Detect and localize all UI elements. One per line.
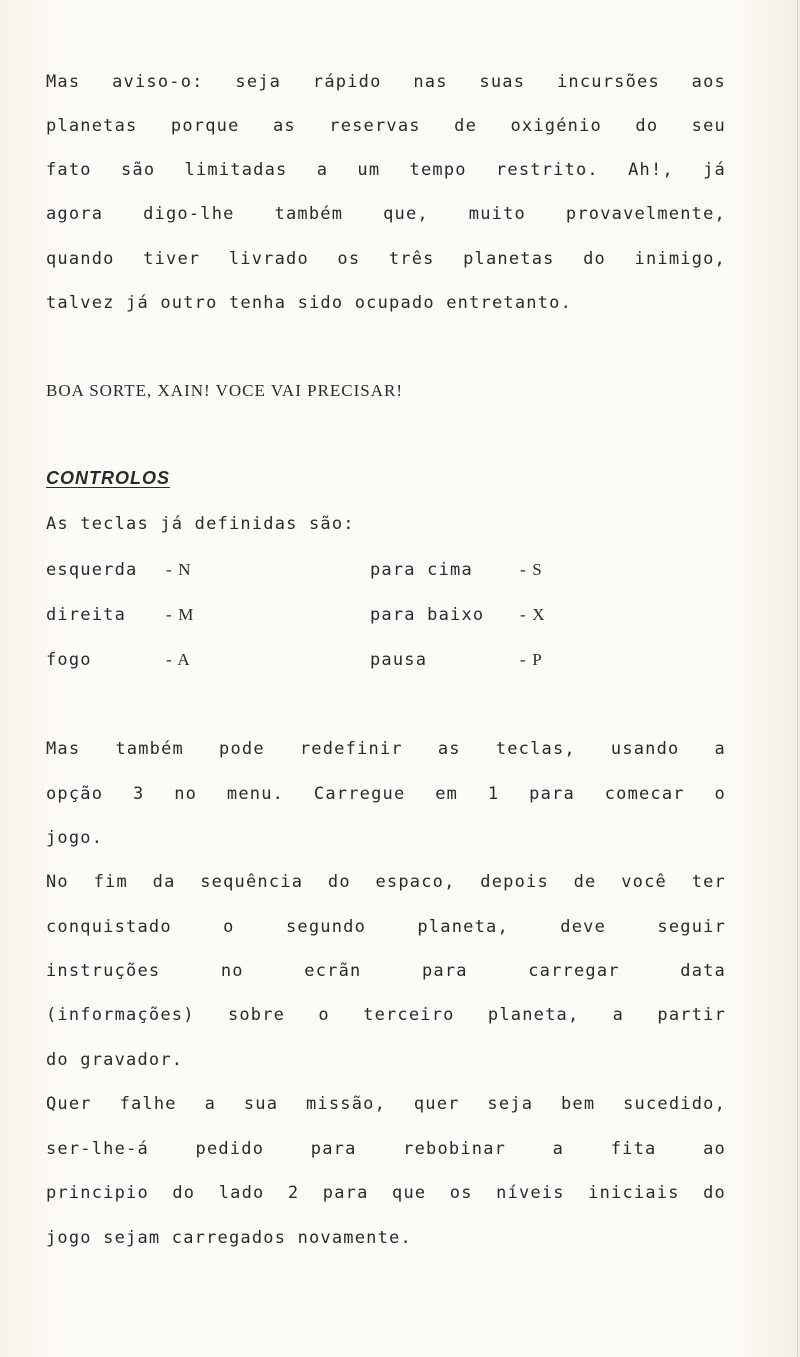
control-right-label: para baixo [370,605,485,625]
paragraph4-line-3: principio do lado 2 para que os níveis iniciais do [46,1183,726,1203]
good-luck-line: BOA SORTE, XAIN! VOCE VAI PRECISAR! [46,381,404,400]
control-right-key: - X [520,605,546,624]
paragraph2-line-3: jogo. [46,828,104,848]
controls-heading: CONTROLOS [46,468,170,488]
paragraph3-line-3: instruções no ecrãn para carregar data [46,961,726,981]
control-right-key: - P [520,650,543,669]
control-left-label: esquerda [46,560,138,580]
paragraph3-line-4: (informações) sobre o terceiro planeta, a partir [46,1005,726,1025]
control-right-label: para cima [370,560,473,580]
paragraph1-line-3: fato são limitadas a um tempo restrito. Ah!, já [46,160,726,180]
control-left-key: - M [166,605,195,624]
paragraph1-line-2: planetas porque as reservas de oxigénio do seu [46,116,726,136]
control-left-key: - N [166,560,192,579]
control-left-label: direita [46,605,127,625]
paragraph3-line-1: No fim da sequência do espaco, depois de você ter [46,872,726,892]
paragraph1-line-5: quando tiver livrado os três planetas do inimigo, [46,249,726,269]
paragraph2-line-2: opção 3 no menu. Carregue em 1 para comecar o [46,784,726,804]
paragraph1-line-1: Mas aviso-o: seja rápido nas suas incursões aos [46,72,726,92]
page-edge [797,0,798,1357]
control-right-key: - S [520,560,543,579]
paragraph3-line-2: conquistado o segundo planeta, deve seguir [46,917,726,937]
paragraph4-line-1: Quer falhe a sua missão, quer seja bem sucedido, [46,1094,726,1114]
paragraph1-line-6: talvez já outro tenha sido ocupado entretanto. [46,293,573,313]
control-right-label: pausa [370,650,428,670]
paragraph2-line-1: Mas também pode redefinir as teclas, usando a [46,739,726,759]
paragraph4-line-2: ser-lhe-á pedido para rebobinar a fita ao [46,1139,726,1159]
paragraph4-line-4: jogo sejam carregados novamente. [46,1228,412,1248]
keys-intro: As teclas já definidas são: [46,514,355,534]
paragraph3-line-5: do gravador. [46,1050,184,1070]
control-left-label: fogo [46,650,92,670]
control-left-key: - A [166,650,191,669]
paragraph1-line-4: agora digo-lhe também que, muito provavelmente, [46,204,726,224]
